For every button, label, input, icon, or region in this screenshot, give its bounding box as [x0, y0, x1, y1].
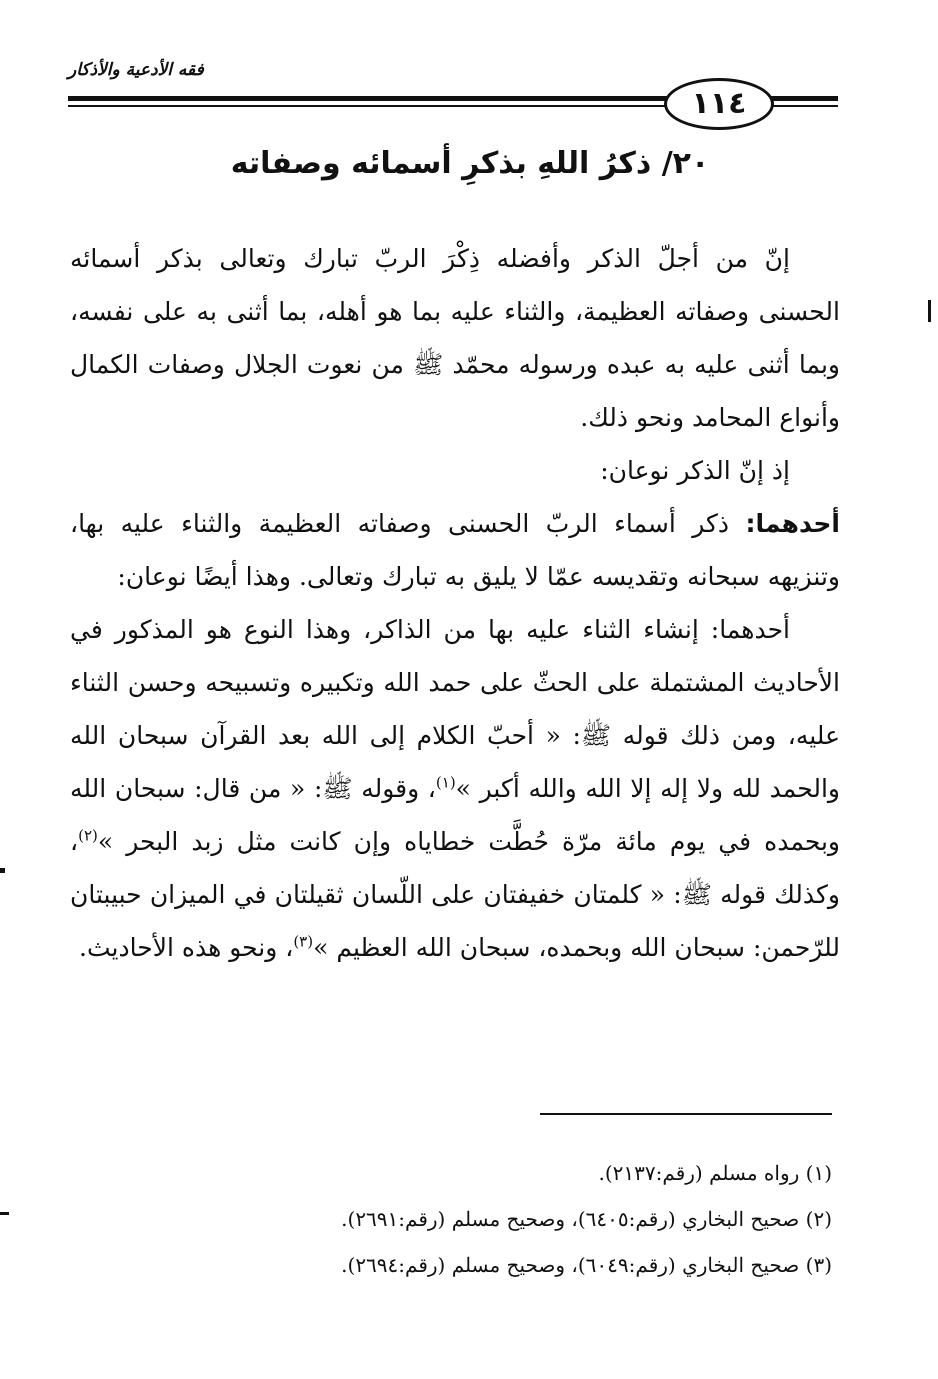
- header-rule-thin: [68, 105, 678, 107]
- scan-edge-mark-bottom: [0, 1212, 9, 1215]
- section-title: ٢٠/ ذكرُ اللهِ بذكرِ أسمائه وصفاته: [230, 146, 710, 181]
- paragraph-4-part-c: ، وكذلك قوله ﷺ: « كلمتان خفيفتان على اللّسان ثقيلتان في الميزان حبيبتان للرّحمن: سبحان الله وبحمده، سبحان الله العظيم »: [70, 827, 840, 962]
- footnote-separator: [540, 1113, 832, 1115]
- scan-edge-mark-middle: [0, 868, 5, 873]
- paragraph-4-part-b: ، وقوله ﷺ: « من قال: سبحان الله وبحمده في يوم مائة مرّة حُطَّت خطاياه وإن كانت مثل زبد البحر »: [70, 774, 840, 856]
- footnote-3: (٣) صحيح البخاري (رقم:٦٠٤٩)، وصحيح مسلم (رقم:٢٦٩٤).: [341, 1253, 832, 1277]
- footnote-1: (١) رواه مسلم (رقم:٢١٣٧).: [598, 1161, 832, 1185]
- footnote-ref-3[interactable]: (٣): [293, 932, 314, 951]
- scan-edge-mark-top: [928, 300, 931, 322]
- footnote-ref-1[interactable]: (١): [435, 773, 456, 792]
- paragraph-3-lead: أحدهما:: [745, 509, 840, 538]
- paragraph-3-text: ذكر أسماء الربّ الحسنى وصفاته العظيمة والثناء عليه بها، وتنزيهه سبحانه وتقديسه عمّا لا يليق به تبارك وتعالى. وهذا أيضًا نوعان:: [70, 509, 840, 591]
- header-rule-thick: [68, 96, 678, 101]
- paragraph-4: [70, 603, 840, 974]
- paragraph-3: [70, 497, 840, 603]
- footnotes: [200, 1150, 832, 1288]
- paragraph-4-part-a: أحدهما: إنشاء الثناء عليه بها من الذاكر، وهذا النوع هو المذكور في الأحاديث المشتملة على الحثّ على حمد الله وتكبيره وتسبيحه وحسن الثناء عليه، ومن ذلك قوله ﷺ: « أحبّ الكلام إلى الله بعد القرآن سبحان الله والحمد لله ولا إله إلا الله والله أكبر »: [70, 615, 841, 803]
- page-number: ١١٤: [664, 78, 774, 130]
- body-text: [70, 232, 840, 974]
- footnote-2: (٢) صحيح البخاري (رقم:٦٤٠٥)، وصحيح مسلم (رقم:٢٦٩١).: [341, 1207, 832, 1231]
- paragraph-1: إنّ من أجلّ الذكر وأفضله ذِكْرَ الربّ تبارك وتعالى بذكر أسمائه الحسنى وصفاته العظيمة، والثناء عليه بما هو أهله، بما أثنى به على نفسه، وبما أثنى عليه به عبده ورسوله محمّد ﷺ من نعوت الجلال وصفات الكمال وأنواع المحامد ونحو ذلك.: [70, 244, 840, 432]
- paragraph-4-part-d: ، ونحو هذه الأحاديث.: [79, 933, 294, 962]
- running-title: فقه الأدعية والأذكار: [68, 60, 204, 80]
- paragraph-2: إذ إنّ الذكر نوعان:: [600, 456, 790, 485]
- footnote-ref-2[interactable]: (٢): [78, 826, 98, 845]
